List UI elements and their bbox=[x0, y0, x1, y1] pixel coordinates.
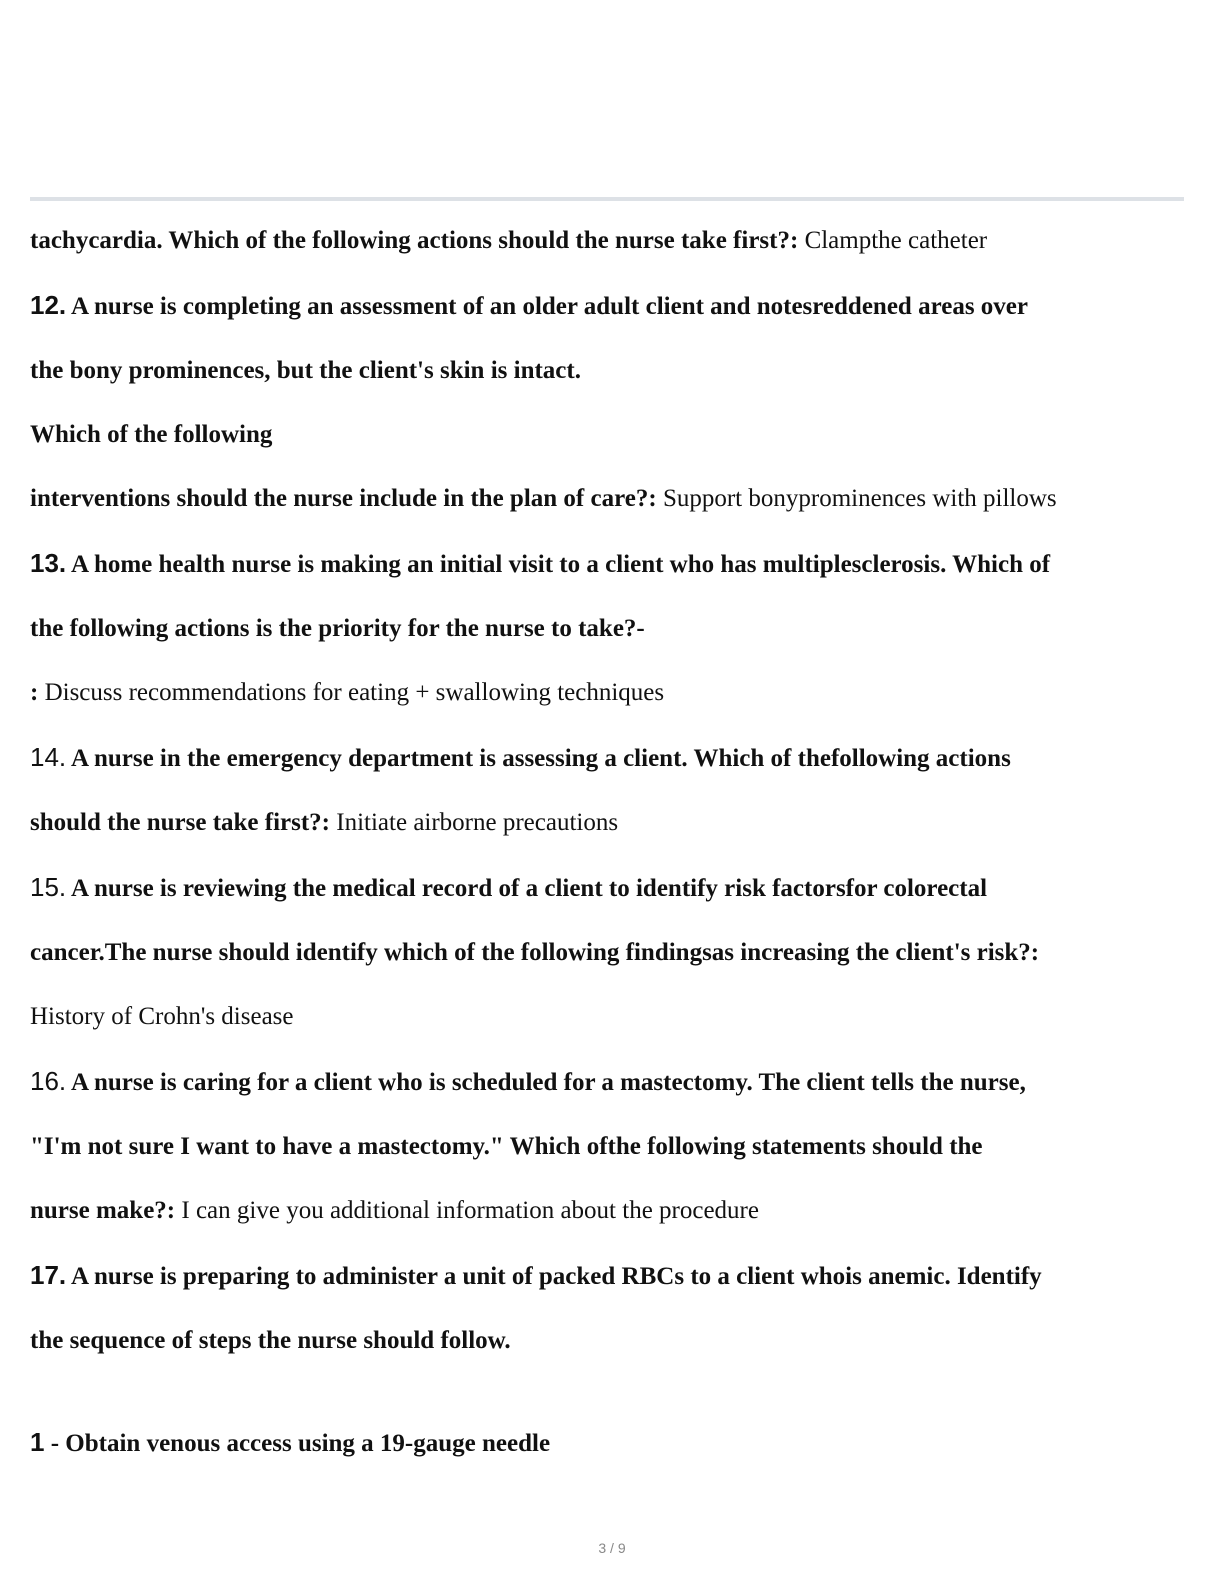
question-12-line-4 bbox=[30, 484, 1190, 514]
question-15-number: 15. bbox=[30, 872, 67, 902]
question-16-answer: I can give you additional information about the procedure bbox=[175, 1197, 759, 1224]
question-16-text-3: nurse make?: bbox=[30, 1197, 176, 1224]
question-17-line-2 bbox=[30, 1326, 1190, 1356]
question-13-answer: Discuss recommendations for eating + swallowing techniques bbox=[38, 679, 665, 706]
question-14-text-2: should the nurse take first?: bbox=[30, 809, 331, 836]
question-14-line-2 bbox=[30, 808, 1190, 838]
question-17-number: 17. bbox=[30, 1260, 67, 1290]
question-16-line-2 bbox=[30, 1132, 1190, 1162]
question-13-line-1 bbox=[30, 548, 1190, 580]
question-11-text: tachycardia. Which of the following actions should the nurse take first?: bbox=[30, 227, 799, 254]
question-11-answer: Clampthe catheter bbox=[798, 227, 988, 254]
step-number: 1 bbox=[30, 1427, 45, 1457]
question-17-line-1 bbox=[30, 1260, 1190, 1292]
question-12-line-2 bbox=[30, 356, 1190, 386]
question-14-text-1: A nurse in the emergency department is assessing a client. Which of thefollowing actions bbox=[66, 745, 1011, 772]
question-16-line-3 bbox=[30, 1196, 1190, 1226]
question-12-text-3: Which of the following bbox=[30, 421, 273, 448]
question-13-text-2: the following actions is the priority for the nurse to take?- bbox=[30, 615, 645, 642]
question-15-text-1: A nurse is reviewing the medical record of a client to identify risk factorsfor colorectal bbox=[66, 875, 988, 902]
question-14-line-1 bbox=[30, 742, 1190, 774]
question-14-number: 14. bbox=[30, 742, 67, 772]
page-indicator: 3 / 9 bbox=[598, 1540, 626, 1556]
question-13-line-2 bbox=[30, 614, 1190, 644]
question-13-text-1: A home health nurse is making an initial visit to a client who has multiplesclerosis. Which of bbox=[66, 551, 1051, 578]
question-17-text-1: A nurse is preparing to administer a unit of packed RBCs to a client whois anemic. Identify bbox=[66, 1263, 1042, 1290]
question-16-text-2: "I'm not sure I want to have a mastectomy." Which ofthe following statements should the bbox=[30, 1133, 983, 1160]
question-12-answer: Support bonyprominences with pillows bbox=[656, 485, 1057, 512]
question-17-step-1 bbox=[30, 1427, 1190, 1459]
question-15-text-2: cancer.The nurse should identify which of the following findingsas increasing the client's risk?: bbox=[30, 939, 1040, 966]
question-12-number: 12. bbox=[30, 290, 67, 320]
question-13-answer-prefix: : bbox=[30, 679, 39, 706]
question-12-line-3 bbox=[30, 420, 1190, 450]
question-12-text-1: A nurse is completing an assessment of an older adult client and notesreddened areas over bbox=[66, 293, 1028, 320]
question-15-line-2 bbox=[30, 938, 1190, 968]
question-16-text-1: A nurse is caring for a client who is scheduled for a mastectomy. The client tells the nurse, bbox=[66, 1069, 1026, 1096]
document-body bbox=[30, 226, 1190, 1493]
question-14-answer: Initiate airborne precautions bbox=[330, 809, 619, 836]
question-12-text-4: interventions should the nurse include in the plan of care?: bbox=[30, 485, 657, 512]
question-12-line-1 bbox=[30, 290, 1190, 322]
step-text: - Obtain venous access using a 19-gauge needle bbox=[44, 1430, 551, 1457]
header-divider bbox=[30, 197, 1184, 201]
question-15-answer: History of Crohn's disease bbox=[30, 1003, 294, 1030]
question-16-line-1 bbox=[30, 1066, 1190, 1098]
question-11-tail bbox=[30, 226, 1190, 256]
question-16-number: 16. bbox=[30, 1066, 67, 1096]
question-13-number: 13. bbox=[30, 548, 67, 578]
question-15-answer-line bbox=[30, 1002, 1190, 1032]
question-17-text-2: the sequence of steps the nurse should follow. bbox=[30, 1327, 511, 1354]
question-13-answer-line bbox=[30, 678, 1190, 708]
question-12-text-2: the bony prominences, but the client's skin is intact. bbox=[30, 357, 581, 384]
question-15-line-1 bbox=[30, 872, 1190, 904]
